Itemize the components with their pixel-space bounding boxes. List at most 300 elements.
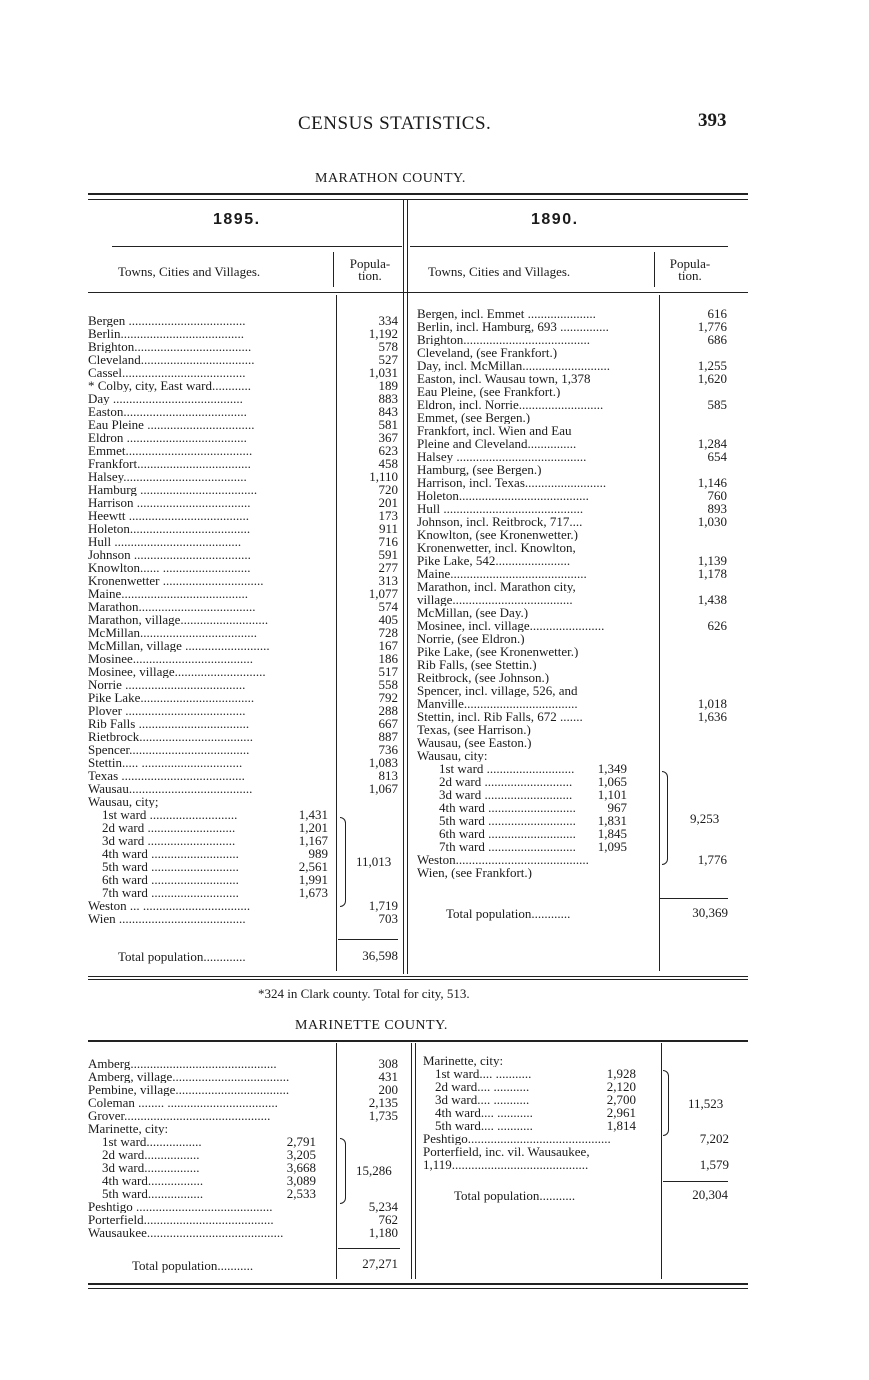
population-value: 1,776 (697, 852, 727, 867)
table-row (417, 359, 729, 372)
place-name: 1,119.......................................... (423, 1158, 589, 1171)
population-value: 1,018 (697, 696, 727, 711)
population-value: 2,135 (368, 1095, 398, 1110)
population-value: 1,139 (697, 553, 727, 568)
center-divider-2 (407, 199, 408, 974)
total-label-right: Total population............ (446, 906, 571, 921)
place-name: Rib Falls, (see Stettin.) (417, 658, 537, 671)
place-name: Grover............................................. (88, 1109, 271, 1122)
population-value: 1,284 (697, 436, 727, 451)
table-row (88, 457, 402, 470)
ward-row (88, 1161, 402, 1174)
population-value: 2,533 (286, 1186, 316, 1201)
marathon-1890-table (417, 307, 729, 879)
table-row (88, 574, 402, 587)
place-name: Hull ........................................... (417, 502, 584, 515)
table-row (88, 509, 402, 522)
population-value: 1,719 (368, 898, 398, 913)
place-name: * Colby, city, East ward............ (88, 379, 251, 392)
table-row (423, 1132, 731, 1145)
table-row (417, 333, 729, 346)
population-value: 578 (378, 339, 398, 354)
population-value: 3,089 (286, 1173, 316, 1188)
place-name: Holeton..................................... (88, 522, 251, 535)
table-row (88, 366, 402, 379)
place-name: Pike Lake, (see Kronenwetter.) (417, 645, 579, 658)
place-name: Cleveland, (see Frankfort.) (417, 346, 558, 359)
population-value: 288 (378, 703, 398, 718)
place-name: Mosinee, incl. village....................... (417, 619, 605, 632)
table-row (88, 665, 402, 678)
place-name: Frankfort, incl. Wien and Eau (417, 424, 572, 437)
population-value: 458 (378, 456, 398, 471)
table-row (417, 593, 729, 606)
marinette-total-value-left: 27,271 (362, 1256, 398, 1271)
table-row (417, 476, 729, 489)
population-value: 623 (378, 443, 398, 458)
place-name: village..................................... (417, 593, 573, 606)
table-row (417, 853, 729, 866)
table-row (88, 379, 402, 392)
ward-row (88, 808, 402, 821)
population-value: 581 (378, 417, 398, 432)
population-value: 5,234 (368, 1199, 398, 1214)
table-row (417, 437, 729, 450)
place-name: 5th ward.... ........... (435, 1119, 533, 1132)
marinette-right-table (423, 1054, 731, 1171)
table-row (88, 769, 402, 782)
table-row (88, 1070, 402, 1083)
ward-row (423, 1119, 731, 1132)
population-value: 189 (378, 378, 398, 393)
population-value: 1,845 (597, 826, 627, 841)
total-rule-left (338, 939, 398, 940)
population-value: 1,101 (597, 787, 627, 802)
place-name: Brighton....................................... (417, 333, 590, 346)
table-row (88, 730, 402, 743)
table-row (88, 418, 402, 431)
place-name: Texas, (see Harrison.) (417, 723, 531, 736)
ward-row (88, 834, 402, 847)
place-name: Harrison ................................... (88, 496, 251, 509)
table-row (88, 522, 402, 535)
year-1895: 1895. (213, 211, 261, 228)
place-name: Wausau, city; (88, 795, 159, 808)
table-row (417, 697, 729, 710)
table-row (88, 756, 402, 769)
population-value: 989 (308, 846, 328, 861)
place-name: Texas ...................................... (88, 769, 245, 782)
place-name: Rib Falls .................................. (88, 717, 250, 730)
population-value: 1,735 (368, 1108, 398, 1123)
place-name: 5th ward ........................... (439, 814, 576, 827)
marinette-center-divider (411, 1043, 412, 1279)
population-value: 277 (378, 560, 398, 575)
table-row (417, 632, 729, 645)
population-value: 762 (378, 1212, 398, 1227)
marinette-center-divider-2 (415, 1043, 416, 1279)
population-value: 1,438 (697, 592, 727, 607)
population-value: 911 (378, 521, 398, 536)
marinette-bracket-left (340, 1138, 346, 1204)
place-name: 6th ward ........................... (102, 873, 239, 886)
page-title: CENSUS STATISTICS. (298, 113, 492, 134)
place-name: 7th ward ........................... (439, 840, 576, 853)
table-row (88, 717, 402, 730)
population-value: 313 (378, 573, 398, 588)
marathon-bottom-rule-2 (88, 979, 748, 980)
table-row (417, 645, 729, 658)
place-name: 1st ward ........................... (102, 808, 238, 821)
marinette-top-rule (88, 1040, 748, 1042)
population-value: 574 (378, 599, 398, 614)
table-row (417, 320, 729, 333)
place-name: Day ........................................ (88, 392, 243, 405)
place-name: Halsey...................................... (88, 470, 247, 483)
ward-row (88, 886, 402, 899)
place-name: Harrison, incl. Texas......................... (417, 476, 607, 489)
place-name: Wausau...................................... (88, 782, 253, 795)
table-row (417, 424, 729, 437)
place-name: Peshtigo .......................................... (88, 1200, 273, 1213)
population-value: 173 (378, 508, 398, 523)
table-row (417, 502, 729, 515)
table-row (88, 314, 402, 327)
place-name: 4th ward ........................... (439, 801, 576, 814)
population-value: 308 (378, 1056, 398, 1071)
population-value: 1,110 (369, 469, 398, 484)
marinette-wards-total-left: 15,286 (356, 1163, 392, 1178)
place-name: Spencer, incl. village, 526, and (417, 684, 578, 697)
population-value: 201 (378, 495, 398, 510)
population-value: 887 (378, 729, 398, 744)
table-row (423, 1158, 731, 1171)
population-value: 1,814 (606, 1118, 636, 1133)
page-number: 393 (698, 110, 727, 131)
table-row (88, 899, 402, 912)
table-row (417, 307, 729, 320)
ward-row (88, 1148, 402, 1161)
population-value: 1,178 (697, 566, 727, 581)
population-value: 1,095 (597, 839, 627, 854)
place-name: Weston......................................... (417, 853, 589, 866)
population-value: 1,180 (368, 1225, 398, 1240)
table-row (88, 353, 402, 366)
hdr-sep-right (654, 252, 655, 287)
place-name: 5th ward ........................... (102, 860, 239, 873)
ward-row (417, 762, 729, 775)
col-pop-left: Popula- tion. (349, 256, 391, 283)
place-name: Bergen, incl. Emmet ..................... (417, 307, 596, 320)
marinette-left-table (88, 1057, 402, 1239)
table-row (417, 736, 729, 749)
table-row (88, 561, 402, 574)
population-value: 3,205 (286, 1147, 316, 1162)
wards-total-left: 11,013 (356, 854, 392, 869)
table-row (88, 743, 402, 756)
marinette-total-rule-right (663, 1181, 728, 1182)
place-name: Stettin, incl. Rib Falls, 672 ....... (417, 710, 583, 723)
place-name: Pike Lake, 542....................... (417, 554, 571, 567)
table-row (88, 340, 402, 353)
table-row (417, 580, 729, 593)
place-name: Kronenwetter ............................... (88, 574, 264, 587)
population-value: 1,673 (298, 885, 328, 900)
table-row (423, 1145, 731, 1158)
place-name: Kronenwetter, incl. Knowlton, (417, 541, 576, 554)
marinette-bottom-rule (88, 1283, 748, 1285)
population-value: 2,961 (606, 1105, 636, 1120)
population-value: 1,146 (697, 475, 727, 490)
table-row (88, 626, 402, 639)
population-value: 893 (707, 501, 727, 516)
place-name: Heewtt ..................................... (88, 509, 250, 522)
marinette-total-rule-left (338, 1248, 400, 1249)
population-value: 760 (707, 488, 727, 503)
population-value: 517 (378, 664, 398, 679)
place-name: Spencer..................................... (88, 743, 250, 756)
place-name: 5th ward................. (102, 1187, 204, 1200)
ward-row (88, 1187, 402, 1200)
table-row (417, 658, 729, 671)
population-value: 527 (378, 352, 398, 367)
place-name: Holeton........................................ (417, 489, 589, 502)
place-name: 4th ward................. (102, 1174, 204, 1187)
population-value: 1,192 (368, 326, 398, 341)
place-name: Pleine and Cleveland............... (417, 437, 577, 450)
place-name: Manville................................... (417, 697, 578, 710)
population-value: 1,349 (597, 761, 627, 776)
ward-row (417, 775, 729, 788)
place-name: McMillan.................................... (88, 626, 257, 639)
place-name: Day, incl. McMillan........................... (417, 359, 611, 372)
table-row (88, 431, 402, 444)
population-value: 616 (707, 306, 727, 321)
place-name: Wausaukee.......................................... (88, 1226, 284, 1239)
ward-row (88, 860, 402, 873)
table-row (88, 652, 402, 665)
table-row (88, 548, 402, 561)
population-value: 720 (378, 482, 398, 497)
wards-total-right: 9,253 (690, 811, 720, 826)
table-row (417, 398, 729, 411)
place-name: Wien ....................................... (88, 912, 246, 925)
population-value: 200 (378, 1082, 398, 1097)
population-value: 431 (378, 1069, 398, 1084)
ward-row (423, 1067, 731, 1080)
ward-row (417, 840, 729, 853)
table-row (88, 392, 402, 405)
place-name: Mosinee..................................... (88, 652, 254, 665)
marinette-bracket-right (663, 1070, 669, 1136)
population-value: 1,431 (298, 807, 328, 822)
ward-row (88, 847, 402, 860)
population-value: 667 (378, 716, 398, 731)
total-value-right: 30,369 (692, 905, 728, 920)
ward-row (417, 827, 729, 840)
population-value: 654 (707, 449, 727, 464)
place-name: 2d ward.... ........... (435, 1080, 530, 1093)
population-value: 585 (707, 397, 727, 412)
marinette-bottom-rule-2 (88, 1288, 748, 1289)
ward-bracket-left (340, 817, 346, 907)
table-row (88, 600, 402, 613)
place-name: Knowlton, (see Kronenwetter.) (417, 528, 579, 541)
place-name: Halsey ........................................ (417, 450, 587, 463)
place-name: Eldron, incl. Norrie.......................... (417, 398, 604, 411)
place-name: Weston ... ................................. (88, 899, 251, 912)
place-name: Eau Pleine ................................. (88, 418, 255, 431)
top-rule (88, 193, 748, 195)
place-name: Johnson .................................... (88, 548, 251, 561)
ward-row (88, 1135, 402, 1148)
place-name: 4th ward.... ........... (435, 1106, 533, 1119)
population-value: 792 (378, 690, 398, 705)
table-row (417, 723, 729, 736)
table-row (417, 619, 729, 632)
population-value: 1,077 (368, 586, 398, 601)
table-row (88, 613, 402, 626)
population-value: 1,831 (597, 813, 627, 828)
table-row (88, 1226, 402, 1239)
population-value: 1,031 (368, 365, 398, 380)
population-value: 813 (378, 768, 398, 783)
table-row (88, 1057, 402, 1070)
place-name: Porterfield, inc. vil. Wausaukee, (423, 1145, 590, 1158)
table-row (88, 912, 402, 925)
year-rule-right (410, 246, 728, 247)
place-name: Frankfort................................... (88, 457, 251, 470)
place-name: Marathon, village........................... (88, 613, 269, 626)
table-row (88, 704, 402, 717)
population-value: 1,167 (298, 833, 328, 848)
population-value: 367 (378, 430, 398, 445)
population-value: 2,791 (286, 1134, 316, 1149)
population-value: 2,561 (298, 859, 328, 874)
ward-row (423, 1080, 731, 1093)
place-name: Marathon, incl. Marathon city, (417, 580, 576, 593)
ward-row (423, 1093, 731, 1106)
table-row (417, 385, 729, 398)
table-row (88, 795, 402, 808)
population-value: 558 (378, 677, 398, 692)
population-value: 1,255 (697, 358, 727, 373)
population-value: 703 (378, 911, 398, 926)
population-value: 728 (378, 625, 398, 640)
place-name: 2d ward ........................... (102, 821, 236, 834)
place-name: 2d ward................. (102, 1148, 200, 1161)
table-row (88, 1109, 402, 1122)
place-name: 6th ward ........................... (439, 827, 576, 840)
marinette-wards-total-right: 11,523 (688, 1096, 724, 1111)
table-row (88, 405, 402, 418)
table-row (417, 541, 729, 554)
place-name: Hamburg .................................... (88, 483, 258, 496)
population-value: 2,700 (606, 1092, 636, 1107)
place-name: Wien, (see Frankfort.) (417, 866, 532, 879)
place-name: Eau Pleine, (see Frankfort.) (417, 385, 561, 398)
table-row (88, 1200, 402, 1213)
table-row (88, 470, 402, 483)
population-value: 626 (707, 618, 727, 633)
table-row (88, 1083, 402, 1096)
year-rule-left (112, 246, 402, 247)
population-value: 1,030 (697, 514, 727, 529)
place-name: Mosinee, village............................ (88, 665, 266, 678)
place-name: Marinette, city: (423, 1054, 504, 1067)
population-value: 167 (378, 638, 398, 653)
place-name: 3d ward ........................... (439, 788, 573, 801)
ward-bracket-right (662, 771, 668, 865)
table-row (88, 496, 402, 509)
place-name: Knowlton...... ........................... (88, 561, 251, 574)
place-name: Porterfield........................................ (88, 1213, 274, 1226)
place-name: Easton...................................... (88, 405, 247, 418)
place-name: Berlin, incl. Hamburg, 693 ............... (417, 320, 609, 333)
table-row (88, 782, 402, 795)
place-name: Bergen .................................... (88, 314, 246, 327)
place-name: Eldron ..................................... (88, 431, 247, 444)
population-value: 591 (378, 547, 398, 562)
table-row (88, 678, 402, 691)
top-rule-thin (88, 199, 748, 200)
place-name: 4th ward ........................... (102, 847, 239, 860)
place-name: Peshtigo............................................ (423, 1132, 611, 1145)
population-value: 686 (707, 332, 727, 347)
place-name: Coleman ........ .................................. (88, 1096, 278, 1109)
place-name: Cassel...................................... (88, 366, 246, 379)
place-name: 1st ward ........................... (439, 762, 575, 775)
population-value: 967 (607, 800, 627, 815)
population-value: 1,201 (298, 820, 328, 835)
place-name: McMillan, (see Day.) (417, 606, 529, 619)
population-value: 736 (378, 742, 398, 757)
table-row (417, 515, 729, 528)
population-value: 7,202 (699, 1131, 729, 1146)
table-row (88, 535, 402, 548)
city-heading (423, 1054, 731, 1067)
place-name: Wausau, (see Easton.) (417, 736, 532, 749)
total-rule-right (660, 898, 728, 899)
population-value: 1,991 (298, 872, 328, 887)
place-name: Marathon.................................... (88, 600, 256, 613)
ward-row (88, 873, 402, 886)
table-row (88, 587, 402, 600)
col-towns-right: Towns, Cities and Villages. (428, 264, 571, 279)
place-name: Cleveland................................... (88, 353, 255, 366)
ward-row (417, 814, 729, 827)
table-row (417, 866, 729, 879)
table-row (417, 671, 729, 684)
table-row (88, 1096, 402, 1109)
marathon-county-heading: MARATHON COUNTY. (315, 171, 466, 186)
marinette-total-value-right: 20,304 (692, 1187, 728, 1202)
marinette-total-label-right: Total population........... (454, 1188, 576, 1203)
population-value: 405 (378, 612, 398, 627)
col-pop-right: Popula- tion. (669, 256, 711, 283)
place-name: Marinette, city: (88, 1122, 169, 1135)
table-row (417, 450, 729, 463)
place-name: Hull ....................................... (88, 535, 242, 548)
year-1890: 1890. (531, 211, 579, 228)
place-name: 3d ward ........................... (102, 834, 236, 847)
place-name: Emmet....................................... (88, 444, 253, 457)
place-name: 3d ward.... ........... (435, 1093, 530, 1106)
population-value: 883 (378, 391, 398, 406)
population-value: 1,928 (606, 1066, 636, 1081)
place-name: Easton, incl. Wausau town, 1,378 (417, 372, 591, 385)
population-value: 1,579 (699, 1157, 729, 1172)
